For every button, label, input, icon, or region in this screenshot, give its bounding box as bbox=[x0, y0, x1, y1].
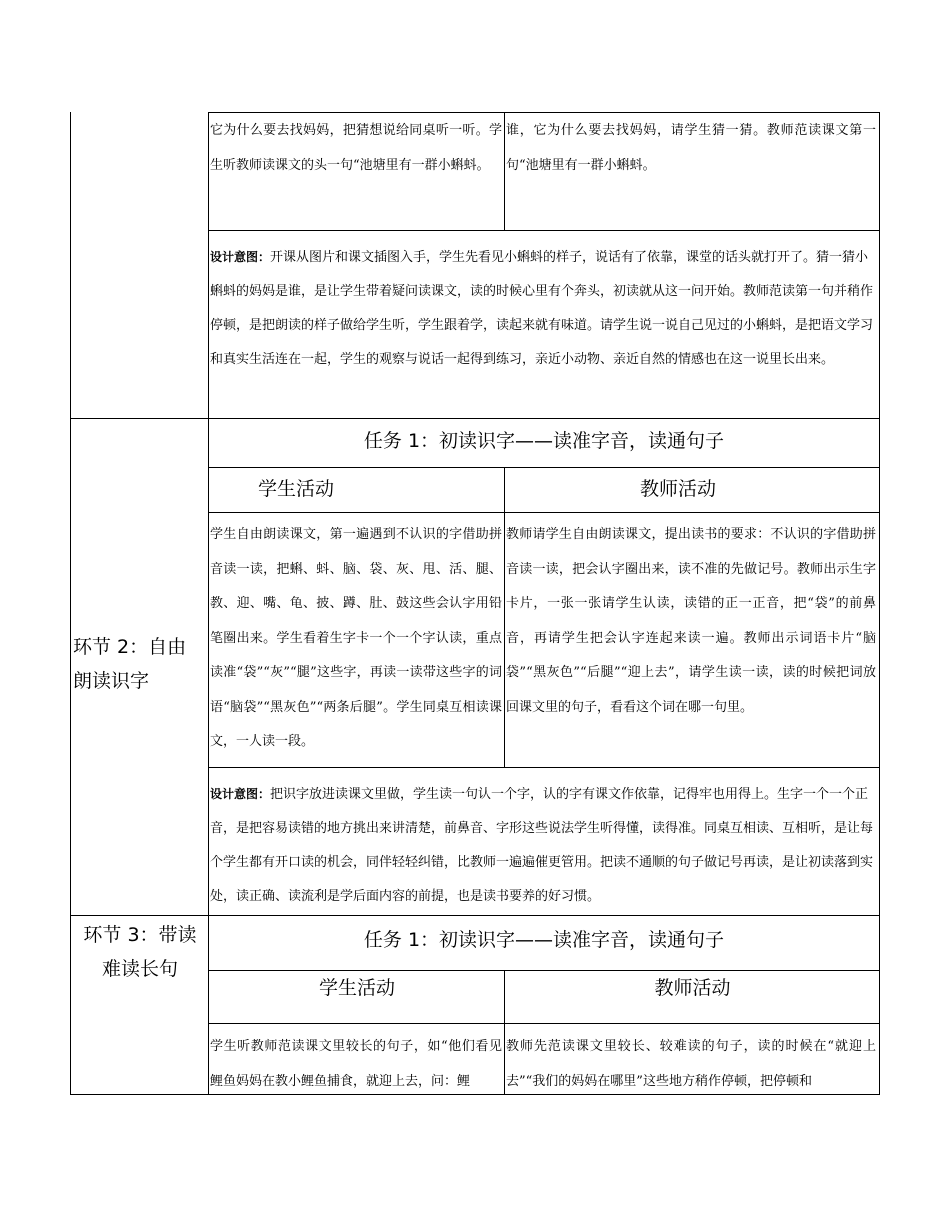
table-border-right bbox=[879, 112, 880, 1095]
task-title: 任务 1：初读识字——读准字音，读通句子 bbox=[363, 430, 725, 452]
row-divider bbox=[208, 767, 880, 768]
row-divider bbox=[208, 512, 880, 513]
student-activity-header: 学生活动 bbox=[318, 977, 395, 999]
teacher-activity-cell bbox=[506, 1030, 876, 1092]
table-column-divider bbox=[208, 112, 209, 1095]
design-intent-cell bbox=[210, 777, 876, 913]
design-intent-text: 把识字放进读课文里做，学生读一句认一个字，认的字有课文作依靠，记得牢也用得上。生字一个一个正音，是把容易读错的地方挑出来讲清楚，前鼻音、字形这些说法学生听得懂，读得准。同桌互相读、互相听，是让每个学生都有开口读的机会，同伴轻轻纠错，比教师一遍遍催更管用。把读不通顺的句子做记号再读，是让初读落到实处，读正确、读流利是学后面内容的前提，也是读书要养的好习惯。 bbox=[210, 787, 874, 904]
section-3-label: 环节 3：带读难读长句 bbox=[83, 924, 197, 980]
table-border-bottom bbox=[70, 1094, 880, 1095]
teacher-activity-cell bbox=[506, 114, 876, 226]
row-divider bbox=[70, 915, 880, 916]
design-intent-label: 设计意图： bbox=[210, 787, 271, 801]
student-activity-cell bbox=[210, 114, 502, 226]
design-intent-text: 开课从图片和课文插图入手，学生先看见小蝌蚪的样子，说话有了依靠，课堂的话头就打开了。猜一猜小蝌蚪的妈妈是谁，是让学生带着疑问读课文，读的时候心里有个奔头，初读就从这一问开始。教师范读第一句并稍作停顿，是把朗读的样子做给学生听，学生跟着学，读起来就有味道。请学生说一说自己见过的小蝌蚪，是把语文学习和真实生活连在一起，学生的观察与说话一起得到练习，亲近小动物、亲近自然的情感也在这一说里长出来。 bbox=[210, 250, 874, 367]
student-activity-text: 学生听教师范读课文里较长的句子，如“他们看见鲤鱼妈妈在教小鲤鱼捕食，就迎上去，问：鲤 bbox=[210, 1039, 502, 1089]
section-2-label: 环节 2：自由朗读识字 bbox=[73, 636, 187, 692]
teacher-activity-header: 教师活动 bbox=[654, 977, 731, 999]
activity-column-divider bbox=[504, 112, 505, 230]
student-activity-text: 它为什么要去找妈妈，把猜想说给同桌听一听。学生听教师读课文的头一句“池塘里有一群小蝌蚪。 bbox=[210, 123, 502, 173]
activity-column-divider bbox=[504, 970, 505, 1095]
student-activity-cell bbox=[210, 1030, 502, 1092]
teacher-activity-text: 教师请学生自由朗读课文，提出读书的要求：不认识的字借助拼音读一读，把会认字圈出来，读不准的先做记号。教师出示生字卡片，一张一张请学生认读，读错的正一正音，把“袋”的前鼻音，再请学生把会认字连起来读一遍。教师出示词语卡片“脑袋”“黑灰色”“后腿”“迎上去”，请学生读一读，读的时候把词放回课文里的句子，看看这个词在哪一句里。 bbox=[506, 527, 876, 715]
teacher-activity-text: 谁，它为什么要去找妈妈，请学生猜一猜。教师范读课文第一句“池塘里有一群小蝌蚪。 bbox=[506, 123, 876, 173]
row-divider bbox=[208, 1023, 880, 1024]
table-border-top bbox=[208, 112, 880, 113]
design-intent-label: 设计意图： bbox=[210, 250, 271, 264]
student-activity-text: 学生自由朗读课文，第一遍遇到不认识的字借助拼音读一读，把蝌、蚪、脑、袋、灰、甩、活、腿、教、迎、嘴、龟、披、蹲、肚、鼓这些会认字用铅笔圈出来。学生看着生字卡一个一个字认读，重点读准“袋”“灰”“腿”这些字，再读一读带这些字的词语“脑袋”“黑灰色”“两条后腿”。学生同桌互相读课文，一人读一段。 bbox=[210, 527, 502, 749]
row-divider bbox=[208, 230, 880, 231]
row-divider bbox=[208, 467, 880, 468]
design-intent-cell bbox=[210, 240, 876, 416]
teacher-activity-header: 教师活动 bbox=[640, 478, 717, 500]
student-activity-cell bbox=[210, 518, 502, 764]
task-title: 任务 1：初读识字——读准字音，读通句子 bbox=[363, 929, 725, 951]
row-divider bbox=[70, 418, 880, 419]
table-border-left bbox=[70, 112, 71, 1095]
student-activity-header: 学生活动 bbox=[258, 478, 335, 500]
teacher-activity-cell bbox=[506, 518, 876, 764]
teacher-activity-text: 教师先范读课文里较长、较难读的句子，读的时候在“就迎上去”“我们的妈妈在哪里”这些地方稍作停顿，把停顿和 bbox=[506, 1039, 876, 1089]
